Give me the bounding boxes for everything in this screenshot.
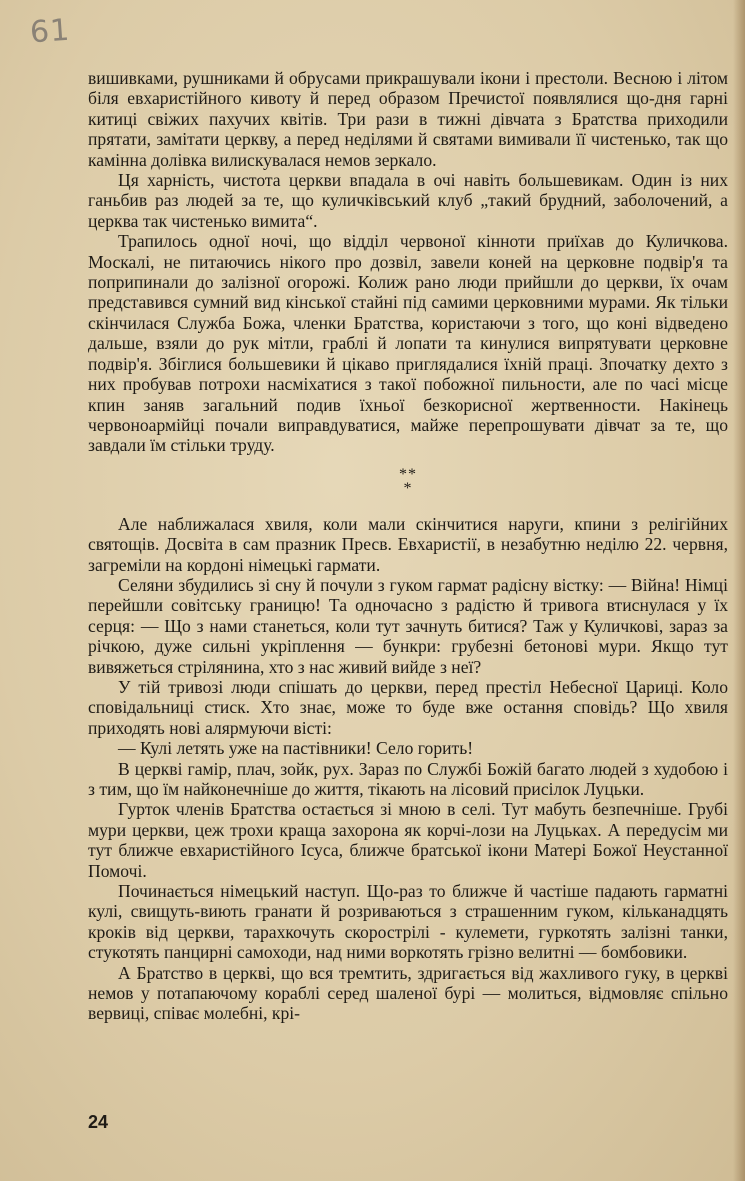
- paragraph: Гурток членів Братства остається зі мною в селі. Тут мабуть безпечніше. Грубі мури церкви, цеж трохи краща захорона як корчі-лози на Луцьках. А передусім ми тут ближче евхаристійного Ісуса, ближче братської ікони Матері Божої Неустанної Помочі.: [88, 799, 728, 881]
- paragraph: Трапилось одної ночі, що відділ червоної кінноти приїхав до Куличкова. Москалі, не питаючись нікого про дозвіл, завели коней на церковне подвір'я та поприпинали до залізної огорожі. Колиж рано люди прийшли до церкви, їх очам представився сумний вид кінської стайні під самими церковними мурами. Як тільки скінчилася Служба Божа, членки Братства, користаючи з того, що коні відведено дальше, взяли до рук мітли, граблі й лопати та кинулися випрятувати церковне подвір'я. Збіглися большевики й цікаво приглядалися їхній праці. Зпочатку дехто з них пробував потрохи насміхатися з такої побожної пильности, але по часі місце кпин заняв загальний подив їхньої безкорисної жертвенности. Накінець червоноармійці почали виправдуватися, майже перепрошувати дівчат за те, що завдали їм стільки труду.: [88, 231, 728, 456]
- page-number: 24: [88, 1112, 109, 1132]
- text-section-bottom: [88, 514, 728, 1024]
- paragraph: вишивками, рушниками й обрусами прикрашували ікони і престоли. Весною і літом біля евхаристійного кивоту й перед образом Пречистої появлялися що-дня гарні китиці свіжих пахучих квітів. Три рази в тижні дівчата з Братства приходили прятати, замітати церкву, а перед неділями й святами вимивали її чистенько, так що камінна долівка вилискувалася немов зеркало.: [88, 68, 728, 170]
- text-section-top: [88, 68, 728, 456]
- paragraph: Селяни збудились зі сну й почули з гуком гармат радісну вістку: — Війна! Німці перейшли совітську границю! Та одночасно з радістю й тривога втиснулася у їх серця: — Що з нами станеться, коли тут зачнуть битися? Таж у Куличкові, зараз за річкою, дуже сильні укріплення — бункри: грубезні бетонові мури. Якщо тут вивяжеться стрілянина, хто з нас живий вийде з неї?: [88, 574, 728, 677]
- paragraph: В церкві гамір, плач, зойк, рух. Зараз по Службі Божій багато людей з худобою і з тим, що їм найконечніше до життя, тікають на лісовий присілок Луцьки.: [88, 758, 728, 799]
- paragraph: Але наближалася хвиля, коли мали скінчитися наруги, кпини з релігійних святощів. Досвіта в сам празник Пресв. Евхаристії, в незабутню неділю 22. червня, загреміли на кордоні німецькі гармати.: [88, 513, 728, 575]
- paragraph: У тій тривозі люди спішать до церкви, перед престіл Небесної Цариці. Коло сповідальниці стиск. Хто знає, може то буде вже остання сповідь? Що хвиля приходять нові алярмуючи вісті:: [88, 676, 728, 738]
- paragraph: А Братство в церкві, що вся тремтить, здригається від жахливого гуку, в церкві немов у потапаючому кораблі серед шаленої бурі — молиться, відмовляє спільно вервиці, співає молебні, крі-: [88, 962, 728, 1024]
- page-edge-shadow: [733, 0, 745, 1181]
- paragraph: Починається німецький наступ. Що-раз то ближче й частіше падають гарматні кулі, свищуть-виють гранати й розриваються з страшенним гуком, кільканадцять кроків від церкви, тарахкочуть скорострілі - кулемети, гуркотять залізні танки, стукотять панцирні самоходи, над ними воркотять грізно велитні — бомбовики.: [88, 881, 728, 963]
- section-ornament: [88, 465, 728, 497]
- handwritten-margin-note: 61: [28, 12, 72, 51]
- ornament-glyphs: ** *: [399, 465, 417, 497]
- paragraph: — Кулі летять уже на пастівники! Село горить!: [118, 738, 474, 759]
- paragraph: Ця харність, чистота церкви впадала в очі навіть большевикам. Один із них ганьбив раз людей за те, що куличківський клуб „такий брудний, заболочений, а церква так чистенько вимита“.: [88, 170, 728, 231]
- body-text: [88, 68, 728, 1024]
